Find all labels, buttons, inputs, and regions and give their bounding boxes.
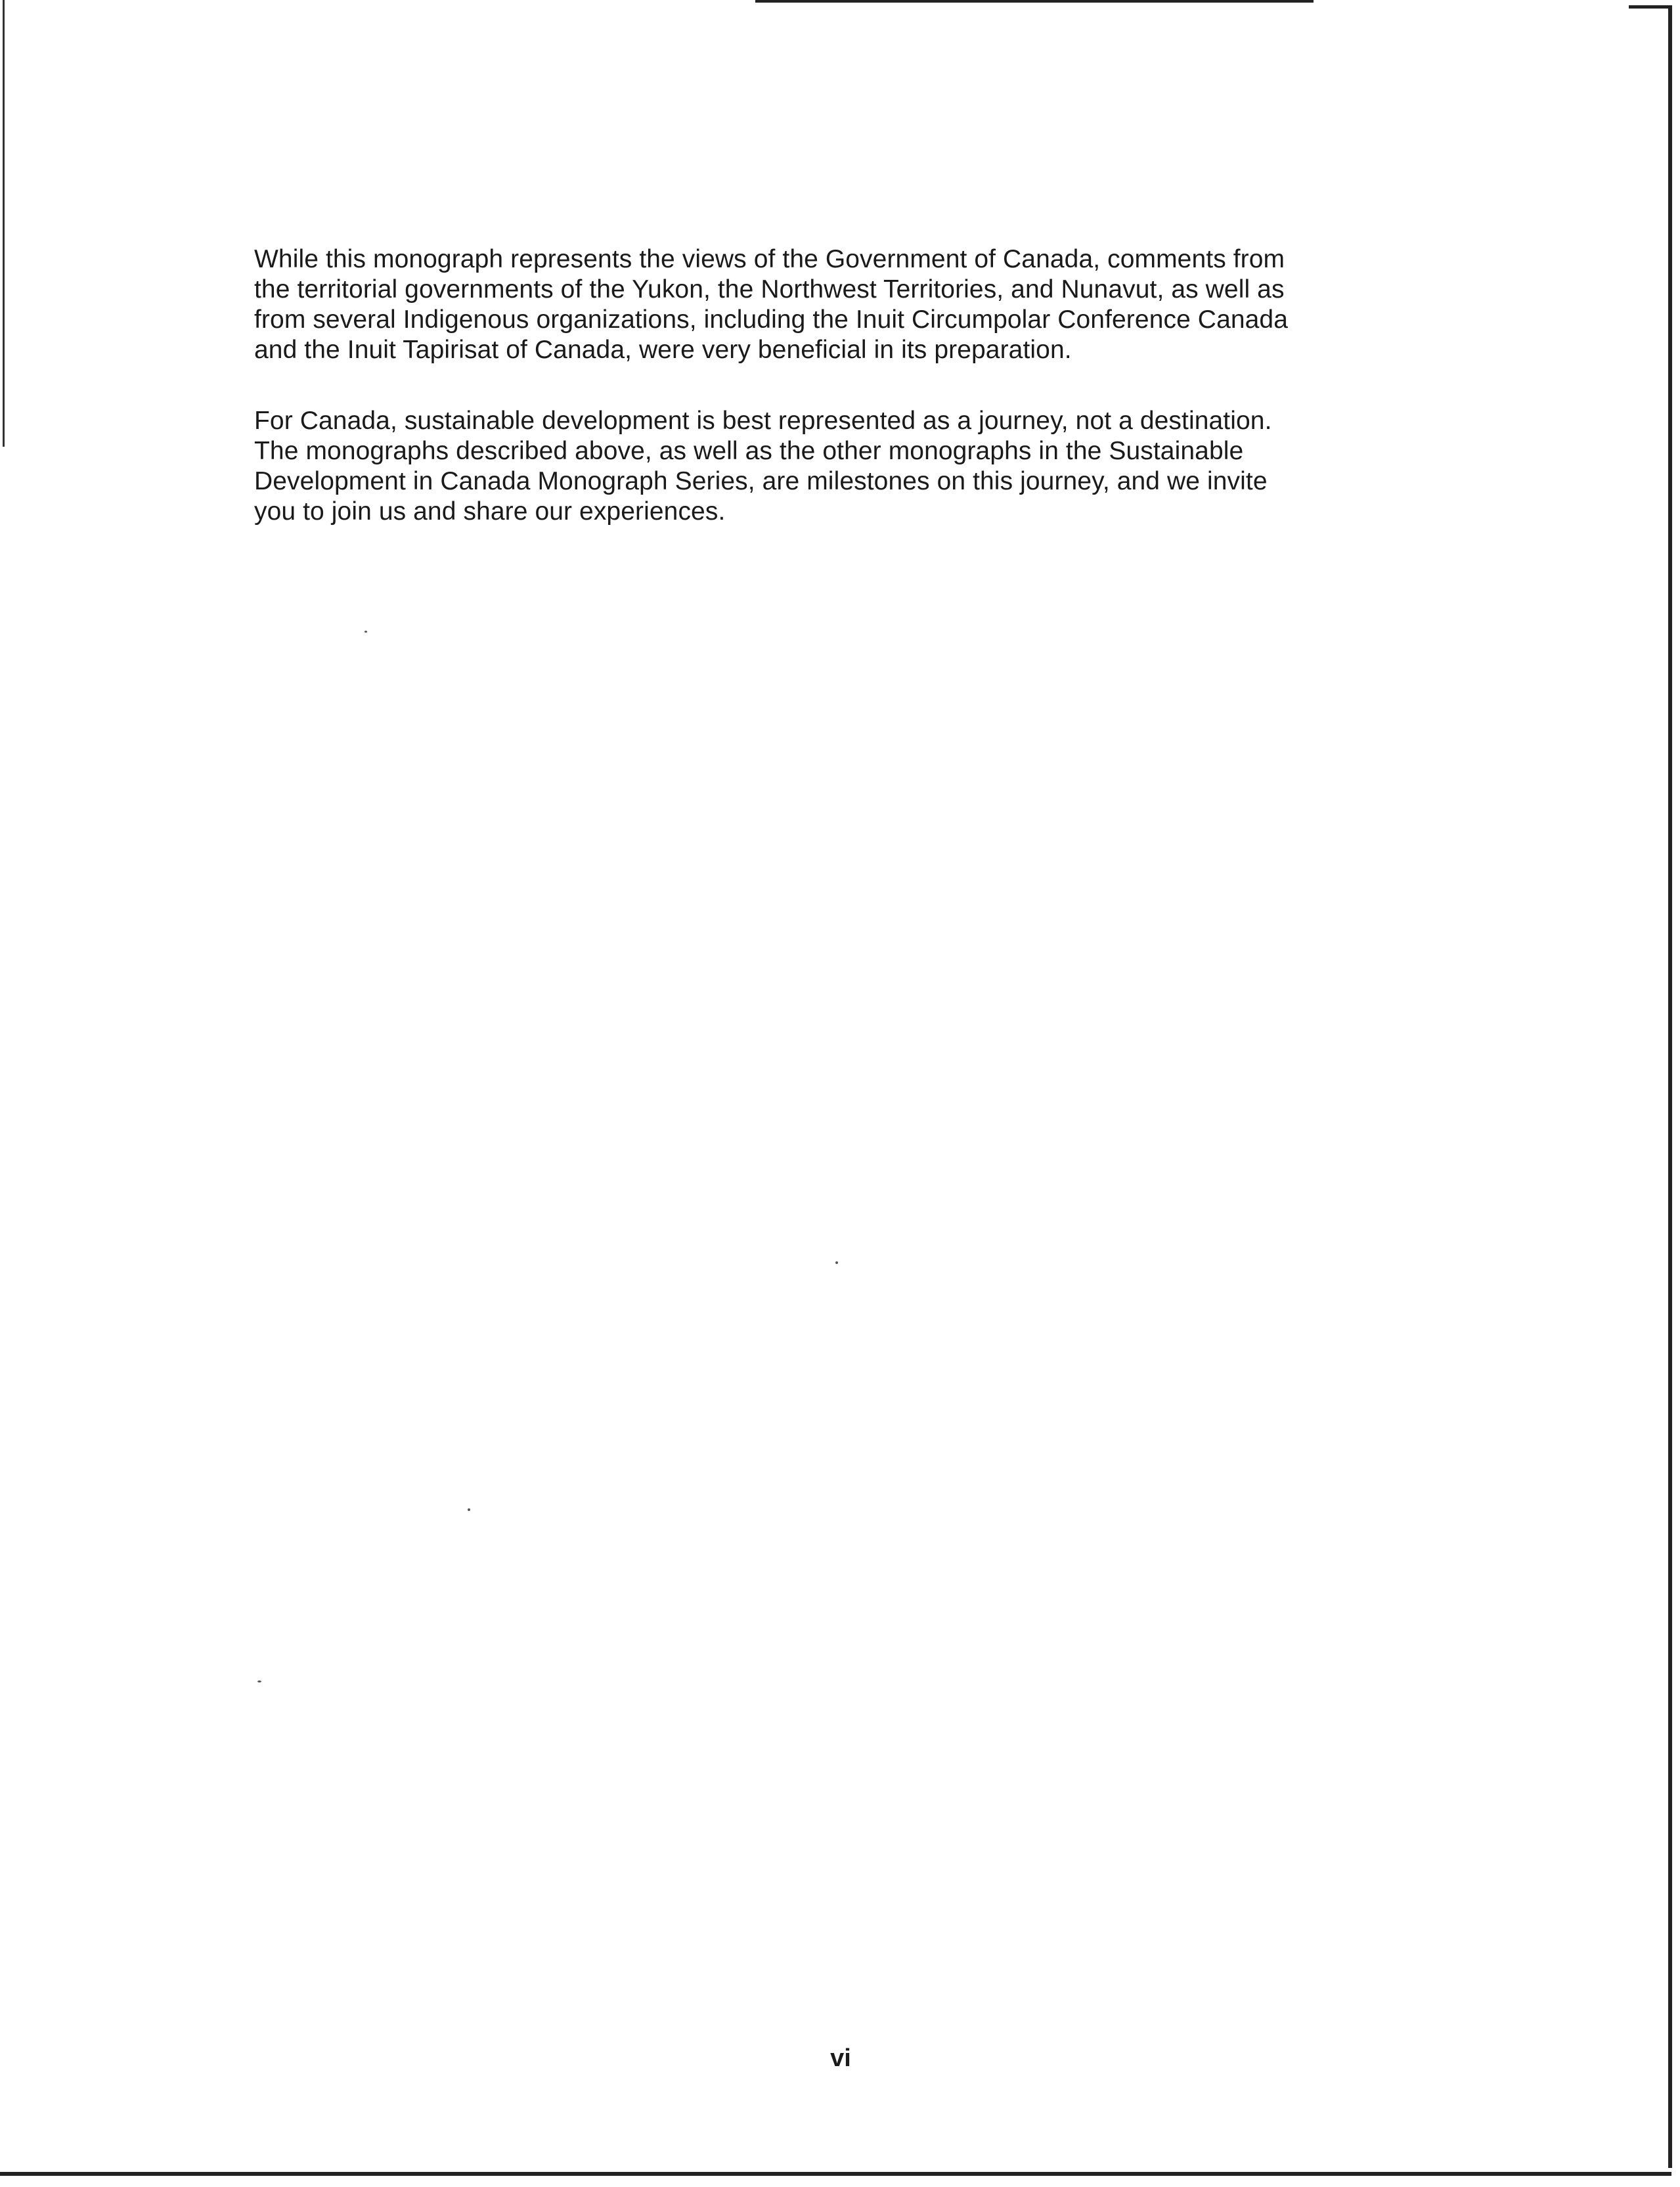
text-line: the territorial governments of the Yukon, the Northwest Territories, and Nunavut, as well as [254, 275, 1285, 304]
scan-speck [835, 1261, 838, 1264]
scan-edge-bottom [0, 2172, 1671, 2176]
scan-speck [365, 631, 367, 633]
scan-edge-left [3, 0, 5, 447]
text-line: While this monograph represents the views of the Government of Canada, comments from [254, 245, 1285, 273]
scan-edge-top [755, 0, 1314, 3]
scan-speck [468, 1508, 470, 1511]
paragraph-acknowledgement [254, 244, 1449, 365]
scan-edge-right-cap [1629, 5, 1672, 9]
scan-edge-right [1668, 7, 1672, 2168]
body-text [254, 244, 1449, 568]
text-line: you to join us and share our experiences. [254, 497, 726, 526]
paragraph-journey [254, 406, 1449, 527]
text-line: from several Indigenous organizations, including the Inuit Circumpolar Conference Canada [254, 305, 1289, 334]
scan-speck [257, 1680, 261, 1682]
text-line: Development in Canada Monograph Series, are milestones on this journey, and we invite [254, 467, 1268, 495]
page-number: vi [830, 2044, 851, 2072]
text-line: and the Inuit Tapirisat of Canada, were very beneficial in its preparation. [254, 336, 1072, 364]
text-line: For Canada, sustainable development is best represented as a journey, not a destination. [254, 407, 1272, 435]
text-line: The monographs described above, as well as the other monographs in the Sustainable [254, 437, 1244, 465]
